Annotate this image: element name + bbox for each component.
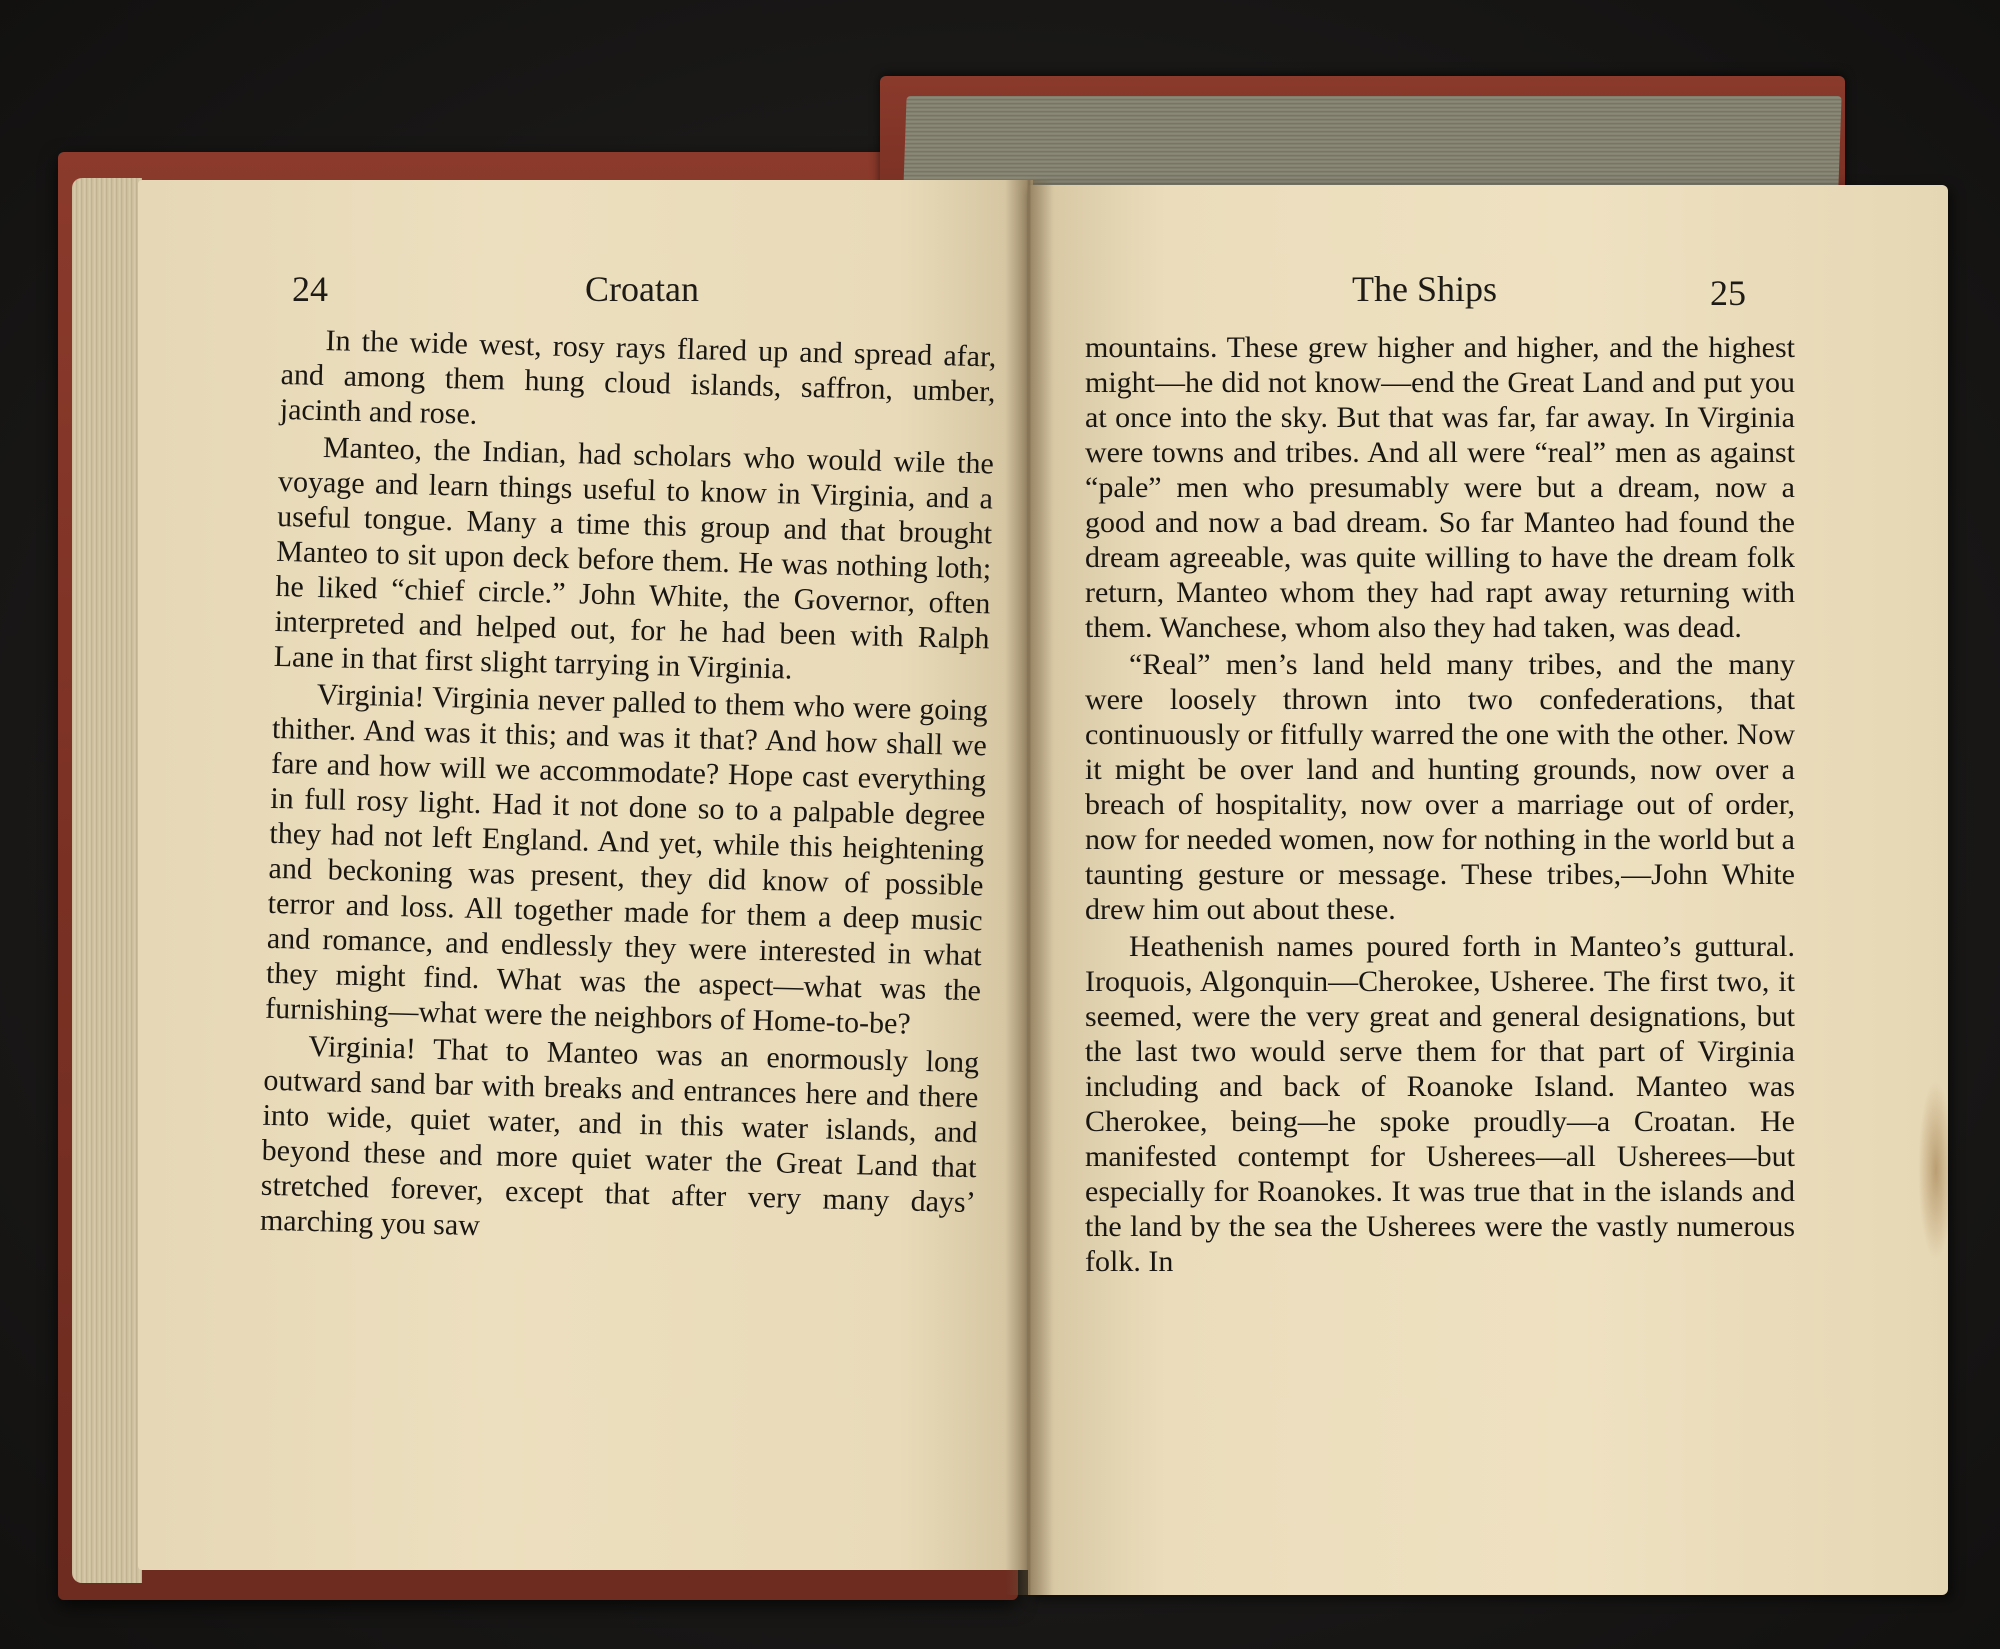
- right-page-number: 25: [1710, 273, 1746, 313]
- page-edges-left: [72, 178, 142, 1583]
- book-gutter: [1005, 180, 1053, 1595]
- page-block-edge: [903, 96, 1841, 188]
- right-running-head: The Ships: [1352, 269, 1498, 309]
- paragraph: In the wide west, rosy rays flared up and spread afar, and among them hung cloud islands, saffron, umber, jacinth and rose.: [279, 324, 997, 431]
- left-page-text: [260, 322, 997, 1255]
- paragraph: Virginia! That to Manteo was an enormously long outward sand bar with breaks and entrances here and there into wide, quiet water, and in this water islands, and beyond these and more quiet water the Great Land that stretched forever, except that after very many days’ marching you saw: [259, 1029, 980, 1243]
- paragraph: Virginia! Virginia never palled to them who were going thither. And was it this; and was it that? And how shall we fare and how will we accommodate? Hope cast everything in full rosy light. Had it not done so to a palpable degree they had not left England. And yet, while this heightening and beckoning was present, they did know of possible terror and loss. All together made for them a deep music and romance, and endlessly they were interested in what they might find. What was the aspect—what was the furnishing—what were the neighbors of Home-to-be?: [264, 677, 989, 1041]
- left-running-head: Croatan: [585, 269, 699, 309]
- paragraph: Manteo, the Indian, had scholars who would wile the voyage and learn things useful to know in Virginia, and a useful tongue. Many a time this group and that brought Manteo to sit upon deck before them. He was nothing loth; he liked “chief circle.” John White, the Governor, often interpreted and helped out, for he had been with Ralph Lane in that first slight tarrying in Virginia.: [273, 431, 995, 686]
- right-page-text: [1085, 330, 1795, 1279]
- paragraph: “Real” men’s land held many tribes, and the many were loosely thrown into two confederations, that continuously or fitfully warred the one with the other. Now it might be over land and hunting grounds, now over a breach of hospitality, now over a marriage out of order, now for needed women, now for nothing in the world but a taunting gesture or message. These tribes,—John White drew him out about these.: [1085, 648, 1795, 926]
- paragraph: Heathenish names poured forth in Manteo’s guttural. Iroquois, Algonquin—Cherokee, Usheree. The first two, it seemed, were the very great and general designations, but the last two would serve them for that part of Virginia including and back of Roanoke Island. Manteo was Cherokee, being—he spoke proudly—a Croatan. He manifested contempt for Usherees—all Usherees—but especially for Roanokes. It was true that in the islands and the land by the sea the Usherees were the vastly numerous folk. In: [1085, 930, 1795, 1278]
- paragraph: mountains. These grew higher and higher, and the highest might—he did not know—end the Great Land and put you at once into the sky. But that was far, far away. In Virginia were towns and tribes. And all were “real” men as against “pale” men who presumably were but a dream, now a good and now a bad dream. So far Manteo had found the dream agreeable, was quite willing to have the dream folk return, Manteo whom they had rapt away returning with them. Wanchese, whom also they had taken, was dead.: [1085, 331, 1795, 644]
- left-page-number: 24: [292, 269, 328, 309]
- page-stain: [1918, 1080, 1948, 1260]
